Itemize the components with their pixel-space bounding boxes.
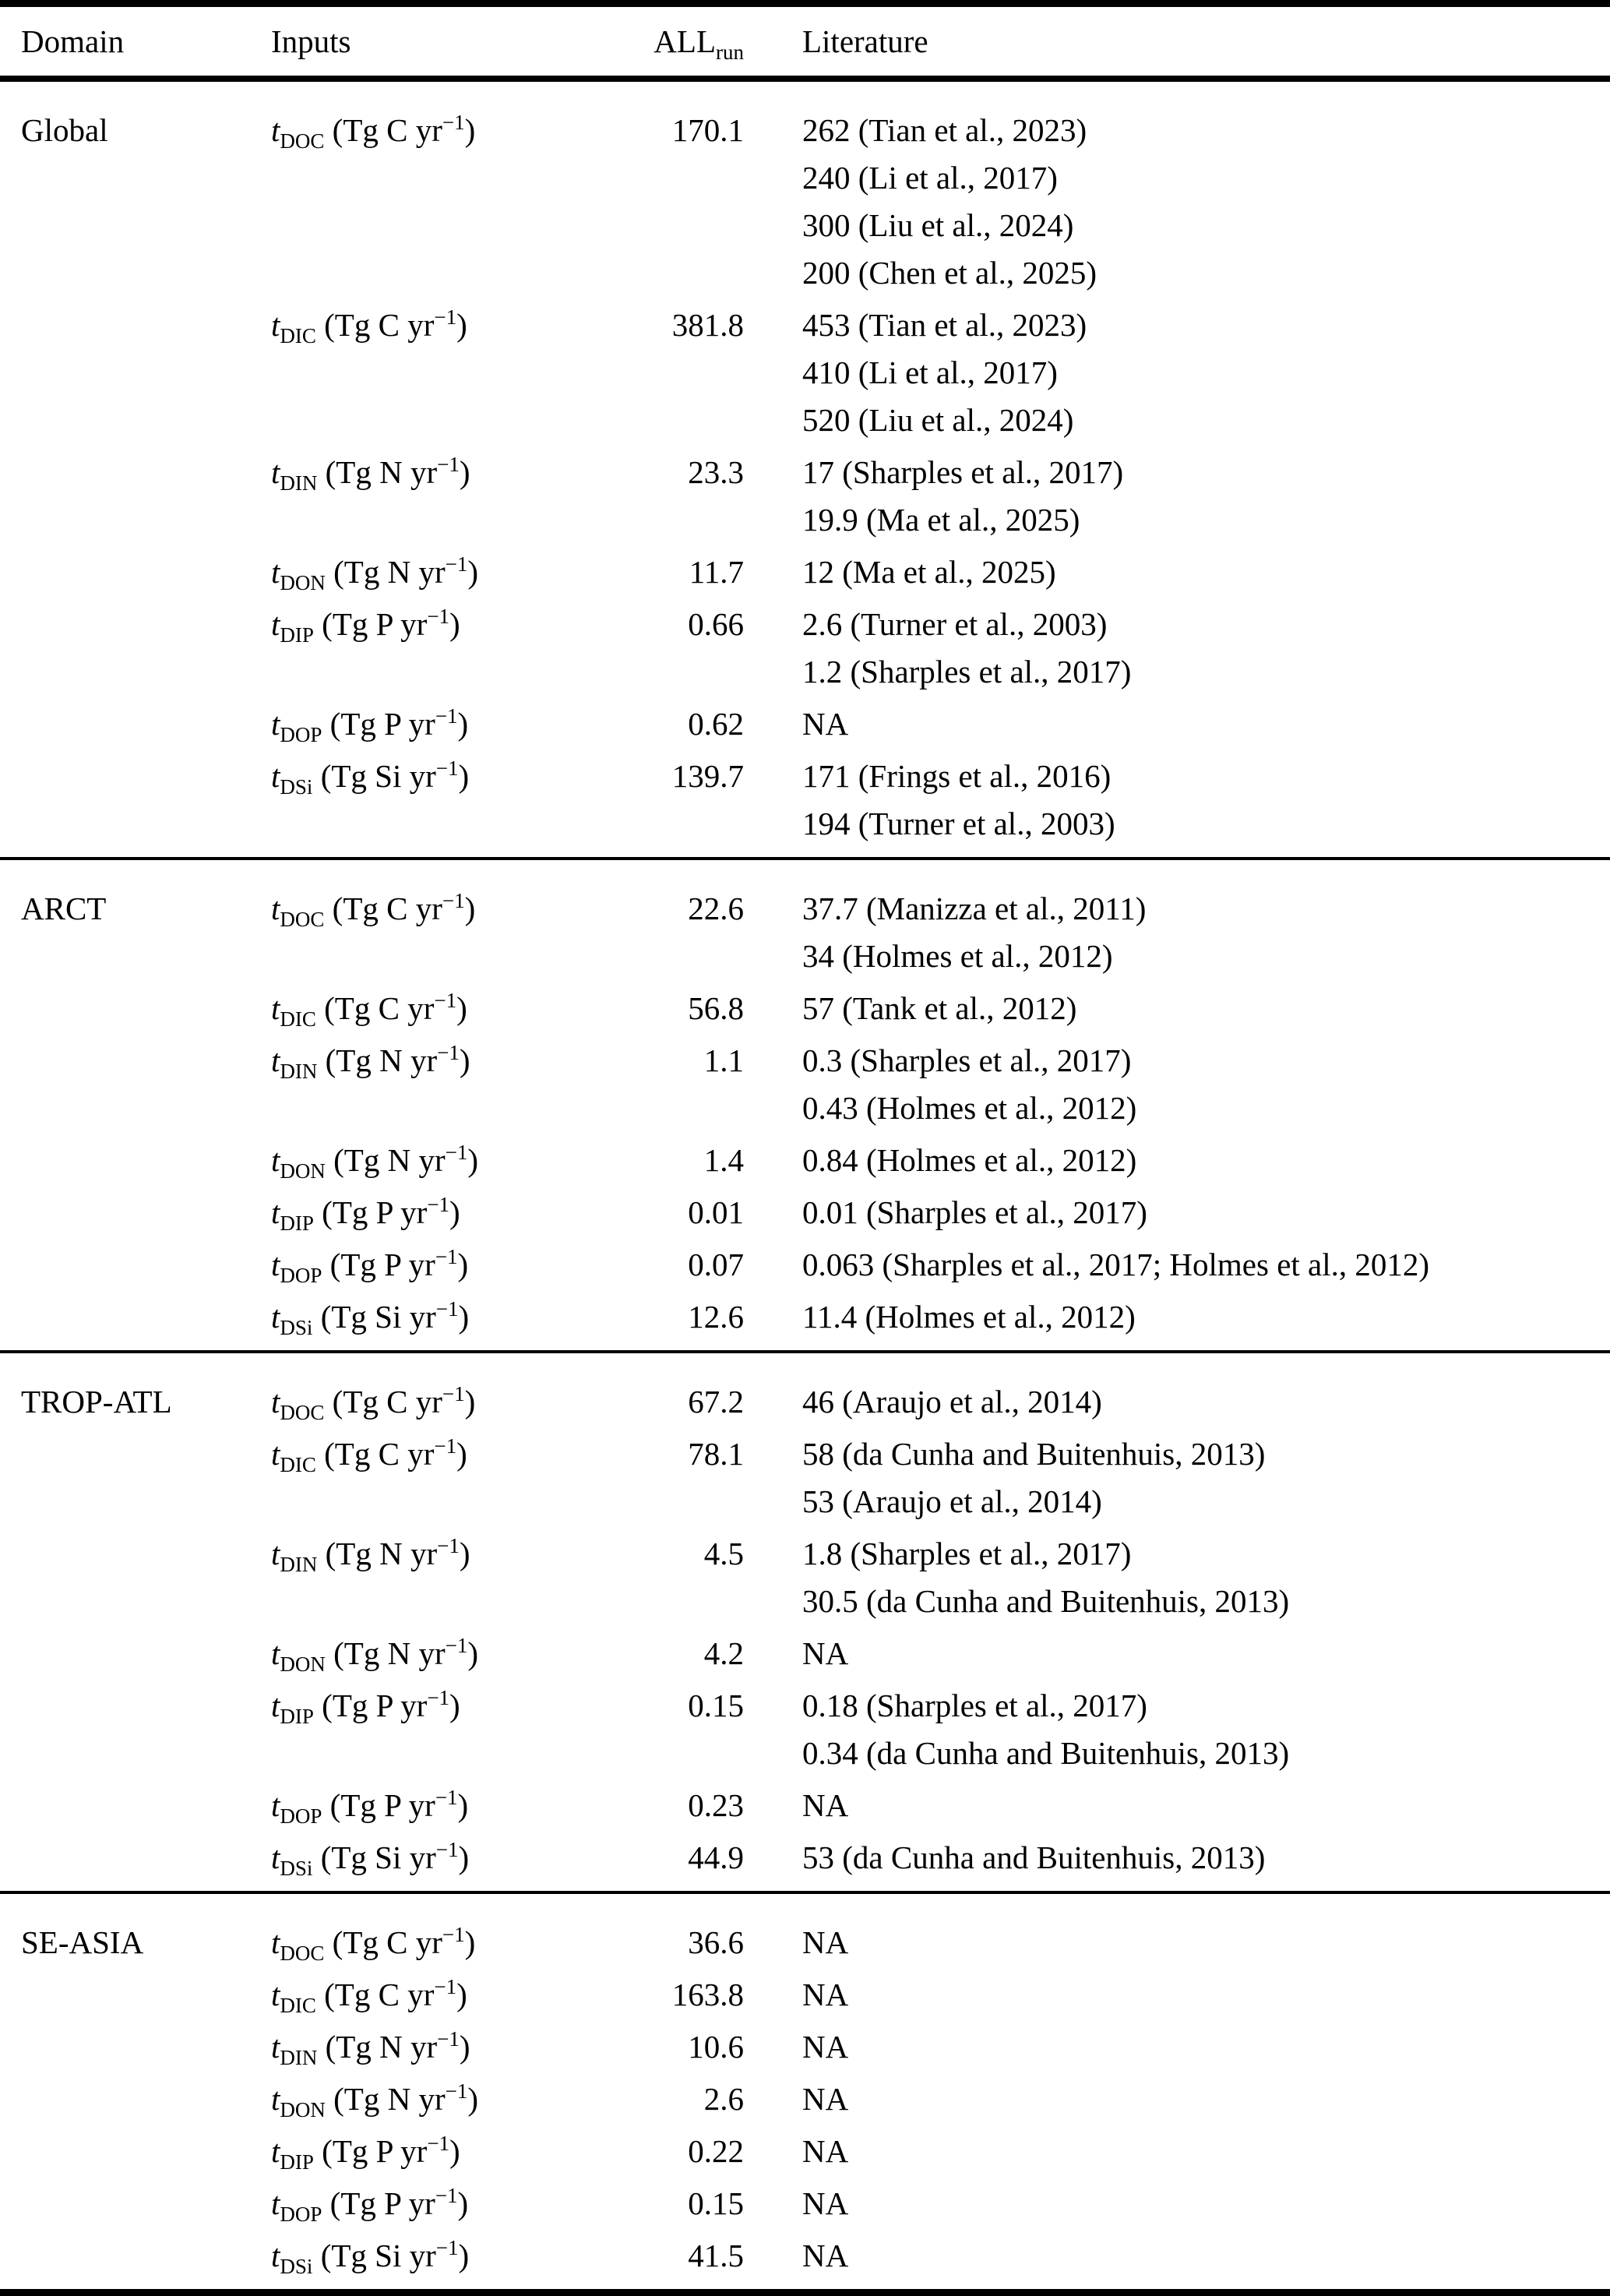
table-row bbox=[271, 302, 1610, 444]
literature-cell bbox=[744, 2180, 1610, 2227]
column-header-literature: Literature bbox=[802, 23, 928, 59]
input-subscript: DOC bbox=[280, 1401, 325, 1424]
unit-exponent: −1 bbox=[437, 1534, 460, 1557]
table-row bbox=[271, 548, 1610, 596]
input-cell bbox=[271, 985, 594, 1032]
input-symbol: t bbox=[271, 2133, 280, 2169]
literature-line: NA bbox=[802, 1787, 849, 1823]
allrun-value-cell: 22.6 bbox=[688, 891, 744, 926]
table-row bbox=[271, 2180, 1610, 2227]
table-row bbox=[271, 985, 1610, 1032]
allrun-value-cell: 0.15 bbox=[688, 1688, 744, 1723]
literature-line: NA bbox=[802, 706, 849, 742]
literature-line: 171 (Frings et al., 2016) bbox=[802, 758, 1111, 794]
input-cell bbox=[271, 700, 594, 748]
allrun-value-cell: 4.2 bbox=[703, 1635, 744, 1671]
input-unit: (Tg Si $yr^{-1}$) bbox=[312, 1297, 470, 1335]
literature-line: 0.18 (Sharples et al., 2017) bbox=[802, 1688, 1147, 1723]
literature-line: 53 (da Cunha and Buitenhuis, 2013) bbox=[802, 1839, 1266, 1875]
literature-line: 194 (Turner et al., 2003) bbox=[802, 806, 1115, 841]
table-section bbox=[0, 82, 1610, 857]
column-header-inputs: Inputs bbox=[271, 23, 351, 59]
input-cell bbox=[271, 548, 594, 596]
input-cell bbox=[271, 1630, 594, 1677]
input-subscript: DSi bbox=[280, 1857, 313, 1880]
input-subscript: DON bbox=[280, 1652, 326, 1676]
unit-exponent: −1 bbox=[427, 2132, 450, 2155]
literature-line: 58 (da Cunha and Buitenhuis, 2013) bbox=[802, 1436, 1266, 1472]
literature-line: 262 (Tian et al., 2023) bbox=[802, 112, 1087, 148]
input-cell bbox=[271, 885, 594, 933]
literature-line: NA bbox=[802, 1635, 849, 1671]
input-symbol: t bbox=[271, 2081, 280, 2117]
literature-line: 17 (Sharples et al., 2017) bbox=[802, 454, 1124, 490]
input-unit: (Tg C $yr^{-1}$) bbox=[324, 1382, 476, 1420]
input-cell bbox=[271, 2128, 594, 2175]
table-row bbox=[271, 1630, 1610, 1677]
input-cell bbox=[271, 601, 594, 648]
input-symbol: t bbox=[271, 758, 280, 794]
literature-cell bbox=[744, 1189, 1610, 1236]
input-symbol: t bbox=[271, 1924, 280, 1960]
unit-exponent: −1 bbox=[435, 1297, 459, 1321]
allrun-value-cell: 0.22 bbox=[688, 2133, 744, 2169]
input-subscript: DSi bbox=[280, 775, 313, 799]
input-unit: (Tg C $yr^{-1}$) bbox=[315, 1975, 467, 2012]
input-subscript: DSi bbox=[280, 2255, 313, 2278]
allrun-value-cell: 381.8 bbox=[671, 307, 744, 343]
input-unit: (Tg N $yr^{-1}$) bbox=[325, 2079, 479, 2117]
input-unit: (Tg P $yr^{-1}$) bbox=[313, 2132, 460, 2169]
literature-cell bbox=[744, 985, 1610, 1032]
allrun-value-cell: 139.7 bbox=[671, 758, 744, 794]
literature-cell bbox=[744, 1241, 1610, 1289]
unit-exponent: −1 bbox=[445, 1634, 468, 1657]
allrun-value-cell: 56.8 bbox=[688, 990, 744, 1026]
input-cell bbox=[271, 1782, 594, 1829]
input-subscript: DON bbox=[280, 2098, 326, 2121]
unit-exponent: −1 bbox=[434, 305, 457, 329]
input-cell bbox=[271, 1378, 594, 1426]
allrun-value-cell: 1.4 bbox=[703, 1142, 744, 1178]
table-row bbox=[271, 753, 1610, 848]
input-subscript: DOC bbox=[280, 1942, 325, 1965]
literature-cell bbox=[744, 1919, 1610, 1966]
input-cell bbox=[271, 1919, 594, 1966]
literature-line: 0.01 (Sharples et al., 2017) bbox=[802, 1194, 1147, 1230]
input-symbol: t bbox=[271, 1299, 280, 1335]
input-unit: (Tg N $yr^{-1}$) bbox=[317, 2027, 470, 2065]
literature-line: 12 (Ma et al., 2025) bbox=[802, 554, 1056, 590]
literature-cell bbox=[744, 548, 1610, 596]
input-cell bbox=[271, 1430, 594, 1478]
table-bottom-rule bbox=[0, 2289, 1610, 2296]
literature-line: 0.063 (Sharples et al., 2017; Holmes et al., 2012) bbox=[802, 1247, 1430, 1282]
input-unit: (Tg N $yr^{-1}$) bbox=[325, 1141, 479, 1178]
input-cell bbox=[271, 302, 594, 349]
input-subscript: DIP bbox=[280, 2150, 314, 2174]
literature-line: 300 (Liu et al., 2024) bbox=[802, 207, 1074, 243]
input-unit: (Tg C $yr^{-1}$) bbox=[315, 305, 467, 343]
input-subscript: DON bbox=[280, 1159, 326, 1183]
unit-exponent: −1 bbox=[435, 1786, 458, 1809]
unit-exponent: −1 bbox=[445, 1141, 468, 1164]
header-rule bbox=[0, 76, 1610, 82]
input-cell bbox=[271, 1682, 594, 1730]
input-subscript: DIP bbox=[280, 1211, 314, 1235]
input-cell bbox=[271, 2023, 594, 2071]
input-unit: (Tg P $yr^{-1}$) bbox=[322, 704, 469, 742]
literature-cell bbox=[744, 601, 1610, 696]
literature-line: 200 (Chen et al., 2025) bbox=[802, 255, 1097, 291]
column-header-allrun-base: ALL bbox=[654, 23, 716, 59]
table-row bbox=[271, 1682, 1610, 1777]
allrun-value-cell: 4.5 bbox=[703, 1536, 744, 1571]
input-symbol: t bbox=[271, 554, 280, 590]
input-symbol: t bbox=[271, 2185, 280, 2221]
literature-line: NA bbox=[802, 1924, 849, 1960]
input-unit: (Tg Si $yr^{-1}$) bbox=[312, 1838, 470, 1875]
input-symbol: t bbox=[271, 2238, 280, 2273]
allrun-value-cell: 12.6 bbox=[688, 1299, 744, 1335]
literature-cell bbox=[744, 1378, 1610, 1426]
literature-line: 19.9 (Ma et al., 2025) bbox=[802, 502, 1080, 538]
literature-cell bbox=[744, 449, 1610, 544]
table-row bbox=[271, 885, 1610, 980]
input-cell bbox=[271, 1189, 594, 1236]
input-subscript: DIN bbox=[280, 1553, 318, 1576]
table-row bbox=[271, 700, 1610, 748]
literature-line: 1.2 (Sharples et al., 2017) bbox=[802, 654, 1132, 690]
literature-line: NA bbox=[802, 2238, 849, 2273]
table-row bbox=[271, 1834, 1610, 1882]
section-rows bbox=[271, 107, 1610, 848]
domain-label: ARCT bbox=[21, 891, 107, 926]
input-cell bbox=[271, 1293, 594, 1341]
table-row bbox=[271, 1919, 1610, 1966]
input-unit: (Tg P $yr^{-1}$) bbox=[313, 1686, 460, 1723]
table-row bbox=[271, 107, 1610, 297]
input-symbol: t bbox=[271, 1688, 280, 1723]
literature-cell bbox=[744, 1293, 1610, 1341]
literature-line: 453 (Tian et al., 2023) bbox=[802, 307, 1087, 343]
input-symbol: t bbox=[271, 706, 280, 742]
input-unit: (Tg C $yr^{-1}$) bbox=[324, 111, 476, 148]
input-subscript: DIC bbox=[280, 1453, 316, 1476]
table-row bbox=[271, 1293, 1610, 1341]
allrun-value-cell: 78.1 bbox=[688, 1436, 744, 1472]
literature-line: 11.4 (Holmes et al., 2012) bbox=[802, 1299, 1136, 1335]
input-cell bbox=[271, 1241, 594, 1289]
literature-line: 240 (Li et al., 2017) bbox=[802, 160, 1058, 196]
literature-line: 0.84 (Holmes et al., 2012) bbox=[802, 1142, 1137, 1178]
input-subscript: DIN bbox=[280, 471, 318, 495]
unit-exponent: −1 bbox=[435, 704, 458, 728]
input-unit: (Tg N $yr^{-1}$) bbox=[317, 1534, 470, 1571]
allrun-value-cell: 23.3 bbox=[688, 454, 744, 490]
allrun-value-cell: 41.5 bbox=[688, 2238, 744, 2273]
literature-cell bbox=[744, 1782, 1610, 1829]
input-unit: (Tg N $yr^{-1}$) bbox=[325, 552, 479, 590]
input-symbol: t bbox=[271, 891, 280, 926]
section-rows bbox=[271, 1378, 1610, 1882]
table-row bbox=[271, 1037, 1610, 1132]
unit-exponent: −1 bbox=[442, 1923, 465, 1946]
input-symbol: t bbox=[271, 112, 280, 148]
table-body bbox=[0, 82, 1610, 2289]
input-unit: (Tg P $yr^{-1}$) bbox=[322, 1786, 469, 1823]
literature-cell bbox=[744, 1630, 1610, 1677]
input-symbol: t bbox=[271, 1635, 280, 1671]
table-row bbox=[271, 1241, 1610, 1289]
allrun-value-cell: 36.6 bbox=[688, 1924, 744, 1960]
column-header-allrun-subscript: run bbox=[716, 41, 744, 64]
literature-line: NA bbox=[802, 2185, 849, 2221]
input-symbol: t bbox=[271, 1142, 280, 1178]
input-subscript: DIN bbox=[280, 1060, 318, 1083]
table-row bbox=[271, 1530, 1610, 1625]
column-header-domain: Domain bbox=[21, 23, 125, 59]
allrun-value-cell: 0.23 bbox=[688, 1787, 744, 1823]
table-row bbox=[271, 601, 1610, 696]
input-symbol: t bbox=[271, 1787, 280, 1823]
input-cell bbox=[271, 449, 594, 496]
literature-cell bbox=[744, 1430, 1610, 1525]
unit-exponent: −1 bbox=[434, 1975, 457, 1998]
input-unit: (Tg C $yr^{-1}$) bbox=[315, 1434, 467, 1472]
table-row bbox=[271, 2076, 1610, 2123]
input-symbol: t bbox=[271, 1839, 280, 1875]
unit-exponent: −1 bbox=[435, 2184, 458, 2207]
allrun-value-cell: 11.7 bbox=[689, 554, 744, 590]
table-row bbox=[271, 449, 1610, 544]
unit-exponent: −1 bbox=[437, 453, 460, 476]
table-section bbox=[0, 1891, 1610, 2289]
table-header-row bbox=[0, 7, 1610, 76]
input-subscript: DOC bbox=[280, 129, 325, 153]
table-section bbox=[0, 857, 1610, 1350]
table-row bbox=[271, 2023, 1610, 2071]
allrun-value-cell: 0.62 bbox=[688, 706, 744, 742]
table-row bbox=[271, 1137, 1610, 1184]
input-cell bbox=[271, 1530, 594, 1578]
input-subscript: DIC bbox=[280, 324, 316, 347]
input-symbol: t bbox=[271, 1436, 280, 1472]
input-unit: (Tg P $yr^{-1}$) bbox=[313, 1193, 460, 1230]
literature-line: 0.34 (da Cunha and Buitenhuis, 2013) bbox=[802, 1735, 1290, 1771]
literature-cell bbox=[744, 1037, 1610, 1132]
allrun-value-cell: 0.07 bbox=[688, 1247, 744, 1282]
literature-cell bbox=[744, 1834, 1610, 1882]
literature-line: 34 (Holmes et al., 2012) bbox=[802, 938, 1113, 974]
input-unit: (Tg P $yr^{-1}$) bbox=[322, 1245, 469, 1282]
domain-label: Global bbox=[21, 112, 108, 148]
input-unit: (Tg P $yr^{-1}$) bbox=[313, 605, 460, 642]
table-row bbox=[271, 1971, 1610, 2019]
literature-line: 57 (Tank et al., 2012) bbox=[802, 990, 1077, 1026]
allrun-value-cell: 0.01 bbox=[688, 1194, 744, 1230]
literature-line: NA bbox=[802, 2133, 849, 2169]
table-row bbox=[271, 1782, 1610, 1829]
literature-cell bbox=[744, 1137, 1610, 1184]
unit-exponent: −1 bbox=[435, 2236, 459, 2259]
input-unit: (Tg Si $yr^{-1}$) bbox=[312, 757, 470, 794]
table-row bbox=[271, 1189, 1610, 1236]
unit-exponent: −1 bbox=[434, 1434, 457, 1458]
table-row bbox=[271, 2128, 1610, 2175]
literature-cell bbox=[744, 2076, 1610, 2123]
unit-exponent: −1 bbox=[427, 1686, 450, 1709]
unit-exponent: −1 bbox=[435, 757, 459, 780]
literature-line: 0.3 (Sharples et al., 2017) bbox=[802, 1042, 1132, 1078]
input-subscript: DIC bbox=[280, 1994, 316, 2017]
unit-exponent: −1 bbox=[427, 605, 450, 628]
input-subscript: DOC bbox=[280, 908, 325, 931]
literature-line: NA bbox=[802, 2029, 849, 2065]
allrun-value-cell: 163.8 bbox=[671, 1977, 744, 2012]
domain-label: TROP-ATL bbox=[21, 1384, 172, 1420]
unit-exponent: −1 bbox=[442, 111, 465, 134]
table-row bbox=[271, 1430, 1610, 1525]
unit-exponent: −1 bbox=[435, 1838, 459, 1861]
literature-cell bbox=[744, 885, 1610, 980]
input-cell bbox=[271, 2076, 594, 2123]
allrun-value-cell: 67.2 bbox=[688, 1384, 744, 1420]
input-subscript: DSi bbox=[280, 1316, 313, 1339]
input-subscript: DOP bbox=[280, 1264, 322, 1287]
input-cell bbox=[271, 1137, 594, 1184]
input-subscript: DIC bbox=[280, 1007, 316, 1031]
literature-cell bbox=[744, 2128, 1610, 2175]
allrun-value-cell: 1.1 bbox=[703, 1042, 744, 1078]
input-symbol: t bbox=[271, 1042, 280, 1078]
literature-cell bbox=[744, 2023, 1610, 2071]
allrun-value-cell: 2.6 bbox=[703, 2081, 744, 2117]
input-symbol: t bbox=[271, 1536, 280, 1571]
unit-exponent: −1 bbox=[442, 1382, 465, 1405]
input-cell bbox=[271, 2232, 594, 2280]
input-symbol: t bbox=[271, 1247, 280, 1282]
input-subscript: DIP bbox=[280, 623, 314, 647]
unit-exponent: −1 bbox=[445, 2079, 468, 2103]
input-cell bbox=[271, 107, 594, 154]
literature-cell bbox=[744, 1682, 1610, 1777]
section-rows bbox=[271, 1919, 1610, 2280]
allrun-value-cell: 44.9 bbox=[688, 1839, 744, 1875]
unit-exponent: −1 bbox=[435, 1245, 458, 1268]
literature-line: 46 (Araujo et al., 2014) bbox=[802, 1384, 1102, 1420]
literature-cell bbox=[744, 1530, 1610, 1625]
input-unit: (Tg N $yr^{-1}$) bbox=[317, 1041, 470, 1078]
literature-line: NA bbox=[802, 2081, 849, 2117]
literature-cell bbox=[744, 700, 1610, 748]
literature-cell bbox=[744, 107, 1610, 297]
unit-exponent: −1 bbox=[437, 2027, 460, 2051]
unit-exponent: −1 bbox=[437, 1041, 460, 1064]
literature-line: 30.5 (da Cunha and Buitenhuis, 2013) bbox=[802, 1583, 1290, 1619]
literature-cell bbox=[744, 2232, 1610, 2280]
table-row bbox=[271, 2232, 1610, 2280]
table-top-rule bbox=[0, 0, 1610, 7]
unit-exponent: −1 bbox=[442, 889, 465, 912]
literature-line: 0.43 (Holmes et al., 2012) bbox=[802, 1090, 1137, 1126]
table-section bbox=[0, 1350, 1610, 1891]
literature-cell bbox=[744, 753, 1610, 848]
section-rows bbox=[271, 885, 1610, 1341]
input-symbol: t bbox=[271, 2029, 280, 2065]
input-symbol: t bbox=[271, 454, 280, 490]
input-cell bbox=[271, 1834, 594, 1882]
input-symbol: t bbox=[271, 1384, 280, 1420]
literature-line: 2.6 (Turner et al., 2003) bbox=[802, 606, 1108, 642]
input-symbol: t bbox=[271, 1194, 280, 1230]
unit-exponent: −1 bbox=[434, 989, 457, 1012]
input-symbol: t bbox=[271, 307, 280, 343]
unit-exponent: −1 bbox=[427, 1193, 450, 1216]
literature-line: 410 (Li et al., 2017) bbox=[802, 354, 1058, 390]
input-symbol: t bbox=[271, 606, 280, 642]
input-unit: (Tg Si $yr^{-1}$) bbox=[312, 2236, 470, 2273]
literature-cell bbox=[744, 302, 1610, 444]
domain-label: SE-ASIA bbox=[21, 1924, 144, 1960]
input-unit: (Tg N $yr^{-1}$) bbox=[317, 453, 470, 490]
input-symbol: t bbox=[271, 1977, 280, 2012]
literature-line: 37.7 (Manizza et al., 2011) bbox=[802, 891, 1147, 926]
table-row bbox=[271, 1378, 1610, 1426]
input-subscript: DOP bbox=[280, 2203, 322, 2226]
column-header-allrun bbox=[594, 7, 744, 76]
literature-cell bbox=[744, 1971, 1610, 2019]
input-cell bbox=[271, 1971, 594, 2019]
allrun-value-cell: 10.6 bbox=[688, 2029, 744, 2065]
literature-line: 1.8 (Sharples et al., 2017) bbox=[802, 1536, 1132, 1571]
input-subscript: DIP bbox=[280, 1705, 314, 1728]
input-subscript: DIN bbox=[280, 2046, 318, 2069]
input-subscript: DOP bbox=[280, 1804, 322, 1828]
literature-line: NA bbox=[802, 1977, 849, 2012]
input-unit: (Tg P $yr^{-1}$) bbox=[322, 2184, 469, 2221]
input-symbol: t bbox=[271, 990, 280, 1026]
allrun-value-cell: 0.15 bbox=[688, 2185, 744, 2221]
unit-exponent: −1 bbox=[445, 552, 468, 576]
input-cell bbox=[271, 2180, 594, 2227]
literature-line: 520 (Liu et al., 2024) bbox=[802, 402, 1074, 438]
input-subscript: DOP bbox=[280, 723, 322, 746]
input-subscript: DON bbox=[280, 571, 326, 594]
allrun-value-cell: 170.1 bbox=[671, 112, 744, 148]
input-cell bbox=[271, 1037, 594, 1085]
input-unit: (Tg C $yr^{-1}$) bbox=[324, 889, 476, 926]
input-unit: (Tg N $yr^{-1}$) bbox=[325, 1634, 479, 1671]
input-unit: (Tg C $yr^{-1}$) bbox=[315, 989, 467, 1026]
input-cell bbox=[271, 753, 594, 800]
allrun-value-cell: 0.66 bbox=[688, 606, 744, 642]
literature-line: 53 (Araujo et al., 2014) bbox=[802, 1483, 1102, 1519]
input-unit: (Tg C $yr^{-1}$) bbox=[324, 1923, 476, 1960]
